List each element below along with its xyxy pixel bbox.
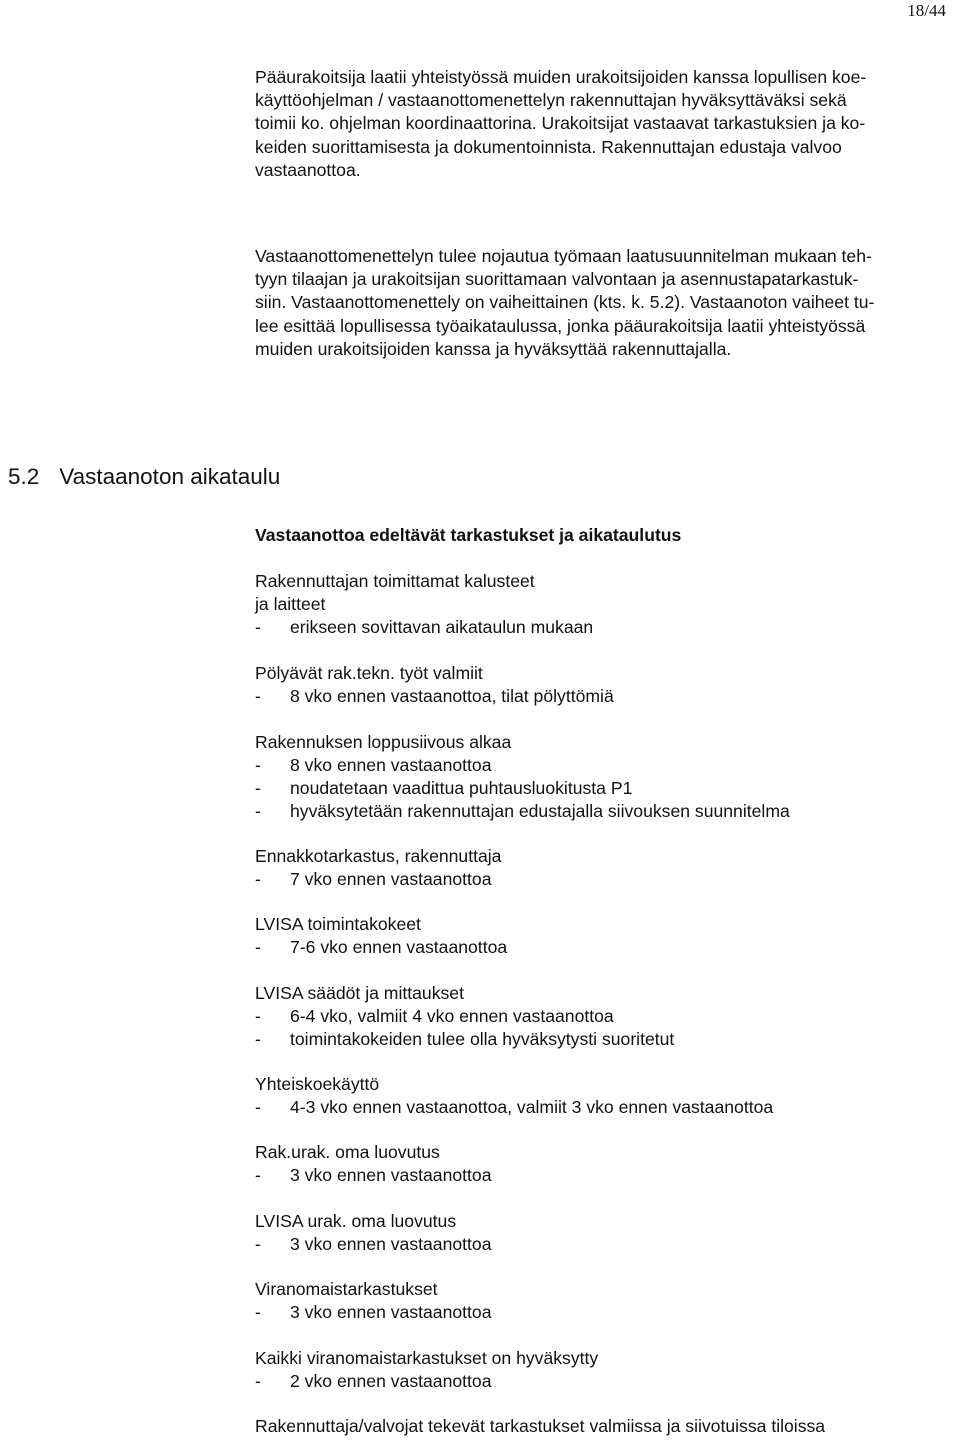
block-item-text: 8 vko ennen vastaanottoa, tilat pölyttömiä bbox=[290, 686, 614, 706]
block-item bbox=[255, 1164, 945, 1187]
schedule-block-pre-inspection bbox=[255, 845, 945, 891]
block-title: Rakennuttajan toimittamat kalusteet bbox=[255, 571, 535, 591]
dash-marker: - bbox=[255, 755, 261, 775]
block-item-text: 6-4 vko, valmiit 4 vko ennen vastaanottoa bbox=[290, 1006, 614, 1026]
intro-paragraph-2 bbox=[255, 245, 945, 361]
schedule-block-joint-test-run bbox=[255, 1073, 945, 1119]
dash-marker: - bbox=[255, 686, 261, 706]
block-item bbox=[255, 1233, 945, 1256]
block-item bbox=[255, 1096, 945, 1119]
block-title: Kaikki viranomaistarkastukset on hyväksytty bbox=[255, 1348, 599, 1368]
dash-marker: - bbox=[255, 617, 261, 637]
block-item bbox=[255, 936, 945, 959]
paragraph-line: Pääurakoitsija laatii yhteistyössä muiden urakoitsijoiden kanssa lopullisen koe- bbox=[255, 67, 867, 87]
dash-marker: - bbox=[255, 1234, 261, 1254]
block-item-text: 7 vko ennen vastaanottoa bbox=[290, 869, 492, 889]
block-title: Yhteiskoekäyttö bbox=[255, 1074, 380, 1094]
dash-marker: - bbox=[255, 1165, 261, 1185]
block-item bbox=[255, 1028, 945, 1051]
block-item-text: 7-6 vko ennen vastaanottoa bbox=[290, 937, 508, 957]
block-title: Viranomaistarkastukset bbox=[255, 1279, 438, 1299]
block-title: Rak.urak. oma luovutus bbox=[255, 1142, 440, 1162]
dash-marker: - bbox=[255, 1371, 261, 1391]
schedule-block-contractor-handover bbox=[255, 1141, 945, 1187]
section-heading bbox=[8, 463, 280, 491]
block-title: LVISA toimintakokeet bbox=[255, 914, 421, 934]
block-item-text: 3 vko ennen vastaanottoa bbox=[290, 1302, 492, 1322]
block-item-text: hyväksytetään rakennuttajan edustajalla siivouksen suunnitelma bbox=[290, 801, 790, 821]
dash-marker: - bbox=[255, 801, 261, 821]
block-item-text: 8 vko ennen vastaanottoa bbox=[290, 755, 492, 775]
schedule-block-final-cleaning bbox=[255, 731, 945, 823]
block-item-text: erikseen sovittavan aikataulun mukaan bbox=[290, 617, 594, 637]
block-item bbox=[255, 800, 945, 823]
block-item-text: toimintakokeiden tulee olla hyväksytysti suoritetut bbox=[290, 1029, 675, 1049]
block-title: LVISA urak. oma luovutus bbox=[255, 1211, 457, 1231]
block-item bbox=[255, 685, 945, 708]
paragraph-line: käyttöohjelman / vastaanottomenettelyn rakennuttajan hyväksyttäväksi sekä bbox=[255, 90, 847, 111]
paragraph-line: muiden urakoitsijoiden kanssa ja hyväksyttää rakennuttajalla. bbox=[255, 338, 732, 359]
dash-marker: - bbox=[255, 1097, 261, 1117]
section-title: Vastaanoton aikataulu bbox=[59, 464, 281, 489]
block-item-text: 4-3 vko ennen vastaanottoa, valmiit 3 vko ennen vastaanottoa bbox=[290, 1097, 774, 1117]
block-item-text: noudatetaan vaadittua puhtausluokitusta P1 bbox=[290, 778, 633, 798]
block-item bbox=[255, 1301, 945, 1324]
block-item-text: 3 vko ennen vastaanottoa bbox=[290, 1234, 492, 1254]
paragraph-line: lee esittää lopullisessa työaikataulussa, jonka pääurakoitsija laatii yhteistyössä bbox=[255, 315, 866, 336]
block-title: LVISA säädöt ja mittaukset bbox=[255, 983, 464, 1003]
block-item bbox=[255, 1005, 945, 1028]
block-title: Ennakkotarkastus, rakennuttaja bbox=[255, 846, 502, 866]
schedule-block-dusty-work bbox=[255, 662, 945, 708]
block-title: Pölyävät rak.tekn. työt valmiit bbox=[255, 663, 483, 683]
schedule-block-authority-inspections bbox=[255, 1278, 945, 1324]
schedule-block-lvisa-adjustments bbox=[255, 982, 945, 1051]
block-title: Rakennuttaja/valvojat tekevät tarkastukset valmiissa ja siivotuissa tiloissa bbox=[255, 1416, 826, 1436]
paragraph-line: keiden suorittamisesta ja dokumentoinnista. Rakennuttajan edustaja valvoo bbox=[255, 136, 842, 157]
intro-paragraph-1 bbox=[255, 66, 945, 182]
schedule-block-furnishings bbox=[255, 570, 945, 639]
schedule-subheading: Vastaanottoa edeltävät tarkastukset ja aikataulutus bbox=[255, 525, 682, 545]
paragraph-line: siin. Vastaanottomenettely on vaiheittainen (kts. k. 5.2). Vastaanoton vaiheet tu- bbox=[255, 292, 875, 313]
block-item bbox=[255, 754, 945, 777]
block-item bbox=[255, 1370, 945, 1393]
block-item bbox=[255, 868, 945, 891]
dash-marker: - bbox=[255, 1302, 261, 1322]
dash-marker: - bbox=[255, 1006, 261, 1026]
dash-marker: - bbox=[255, 937, 261, 957]
block-item bbox=[255, 616, 945, 639]
schedule-block-lvisa-handover bbox=[255, 1210, 945, 1256]
block-item bbox=[255, 777, 945, 800]
block-title: Rakennuksen loppusiivous alkaa bbox=[255, 732, 512, 752]
paragraph-line: vastaanottoa. bbox=[255, 159, 361, 180]
dash-marker: - bbox=[255, 869, 261, 889]
block-item-text: 2 vko ennen vastaanottoa bbox=[290, 1371, 492, 1391]
dash-marker: - bbox=[255, 1029, 261, 1049]
paragraph-line: Vastaanottomenettelyn tulee nojautua työmaan laatusuunnitelman mukaan teh- bbox=[255, 246, 872, 266]
block-title: ja laitteet bbox=[255, 594, 326, 614]
schedule-block-lvisa-function-tests bbox=[255, 913, 945, 959]
section-number: 5.2 bbox=[8, 464, 40, 489]
schedule-block-inspections-approved bbox=[255, 1347, 945, 1393]
dash-marker: - bbox=[255, 778, 261, 798]
paragraph-line: toimii ko. ohjelman koordinaattorina. Urakoitsijat vastaavat tarkastuksien ja ko- bbox=[255, 113, 866, 134]
block-item-text: 3 vko ennen vastaanottoa bbox=[290, 1165, 492, 1185]
paragraph-line: tyyn tilaajan ja urakoitsijan suorittamaan valvontaan ja asennustapatarkastuk- bbox=[255, 269, 859, 290]
schedule-block-final-inspections bbox=[255, 1415, 945, 1438]
page-number: 18/44 bbox=[907, 1, 946, 20]
